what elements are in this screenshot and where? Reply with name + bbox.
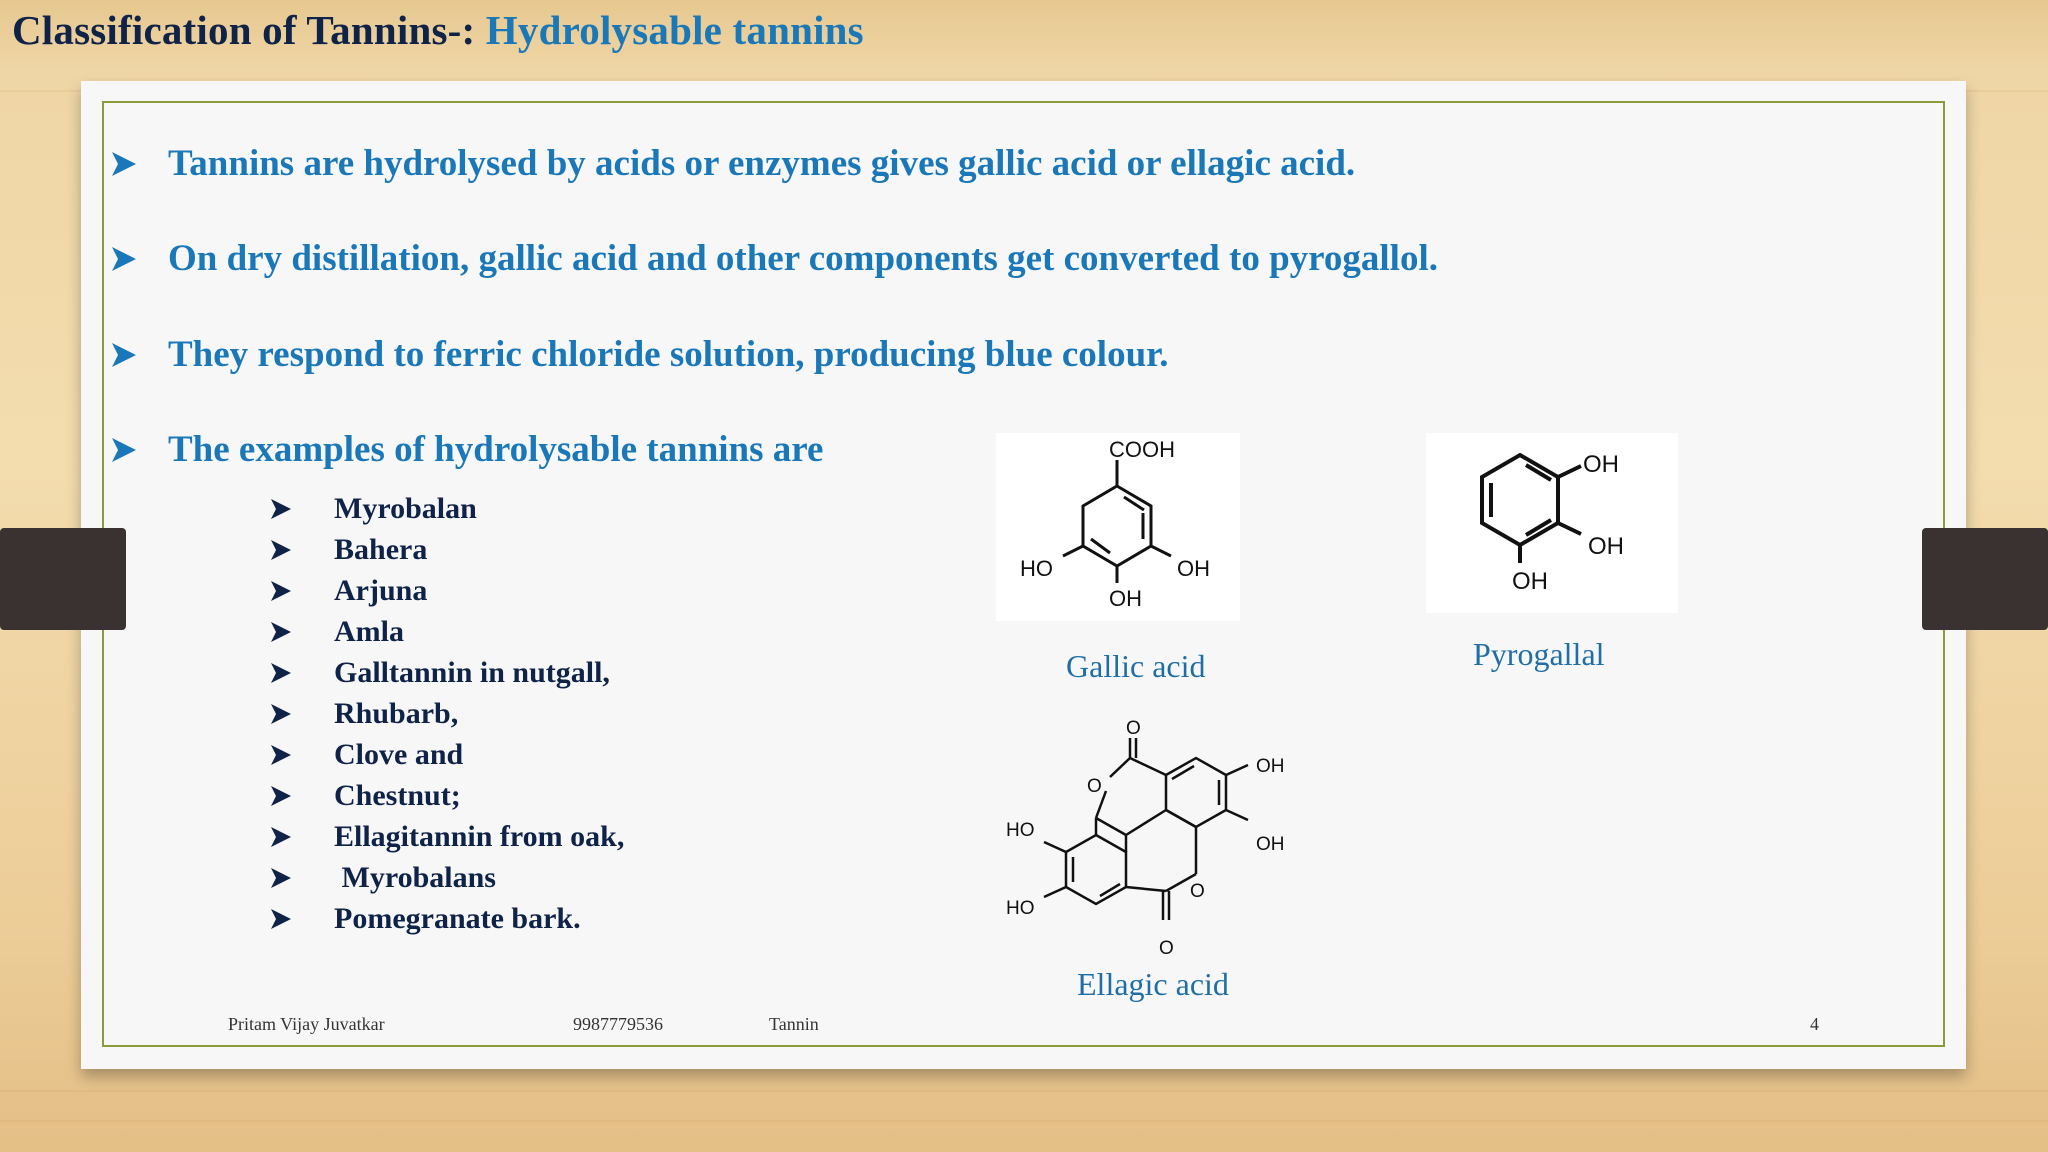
oh-label: OH [1512, 568, 1548, 595]
example-item [270, 656, 610, 690]
slide-title [12, 6, 864, 54]
bullet-4 [110, 428, 823, 471]
ellagic-acid-diagram [996, 720, 1306, 960]
o-label: O [1159, 938, 1174, 959]
example-text: Pomegranate bark. [334, 902, 581, 935]
gallic-acid-diagram [996, 433, 1240, 621]
arrow-bullet-icon [270, 826, 292, 848]
arrow-bullet-icon [270, 703, 292, 725]
arrow-bullet-icon [270, 621, 292, 643]
arrow-bullet-icon [270, 539, 292, 561]
gallic-acid-caption: Gallic acid [1066, 648, 1206, 684]
pyrogallal-diagram [1426, 433, 1678, 613]
pyrogallal-caption: Pyrogallal [1473, 636, 1605, 672]
o-label: O [1126, 720, 1141, 739]
page-number: 4 [1810, 1014, 1819, 1034]
wood-grain [0, 1090, 2048, 1092]
arrow-bullet-icon [110, 436, 138, 464]
ho-label: HO [1020, 556, 1053, 581]
example-item [270, 615, 404, 649]
wood-grain [0, 1120, 2048, 1122]
bullet-text: They respond to ferric chloride solution, producing blue colour. [168, 334, 1169, 375]
binder-clip-right [1922, 528, 2048, 630]
example-text: Myrobalan [334, 492, 477, 525]
pyrogallal-structure [1426, 433, 1678, 613]
example-item [270, 697, 458, 731]
example-item [270, 861, 496, 895]
bullet-1 [110, 142, 1355, 185]
oh-label: OH [1588, 533, 1624, 560]
footer-phone: 9987779536 [573, 1014, 663, 1034]
oh-label: OH [1256, 834, 1285, 855]
example-item [270, 574, 427, 608]
title-accent: Hydrolysable tannins [485, 7, 864, 53]
ellagic-acid-caption: Ellagic acid [1077, 966, 1229, 1002]
example-item [270, 902, 581, 936]
arrow-bullet-icon [270, 785, 292, 807]
title-prefix: Classification of Tannins-: [12, 7, 486, 53]
ho-label: HO [1006, 820, 1035, 841]
example-text: Bahera [334, 533, 428, 566]
example-text: Ellagitannin from oak, [334, 820, 625, 853]
example-item [270, 820, 624, 854]
bullet-3 [110, 333, 1168, 376]
bullet-text: On dry distillation, gallic acid and other components get converted to pyrogallol. [168, 238, 1438, 279]
bullet-2 [110, 237, 1438, 280]
footer-author: Pritam Vijay Juvatkar [228, 1014, 385, 1034]
arrow-bullet-icon [110, 150, 138, 178]
example-text: Arjuna [334, 574, 428, 607]
example-item [270, 533, 427, 567]
example-text: Clove and [334, 738, 464, 771]
example-text: Chestnut; [334, 779, 461, 812]
o-label: O [1087, 776, 1102, 797]
arrow-bullet-icon [270, 662, 292, 684]
example-item [270, 738, 463, 772]
arrow-bullet-icon [110, 341, 138, 369]
example-text: Myrobalans [334, 861, 496, 894]
example-text: Amla [334, 615, 404, 648]
arrow-bullet-icon [270, 498, 292, 520]
example-text: Rhubarb, [334, 697, 459, 730]
oh-label: OH [1256, 756, 1285, 777]
oh-label: OH [1109, 586, 1142, 611]
arrow-bullet-icon [270, 867, 292, 889]
oh-label: OH [1583, 451, 1619, 478]
example-item [270, 779, 461, 813]
example-text: Galltannin in nutgall, [334, 656, 610, 689]
bullet-text: Tannins are hydrolysed by acids or enzymes gives gallic acid or ellagic acid. [168, 143, 1356, 184]
example-item [270, 492, 477, 526]
footer-topic: Tannin [769, 1014, 819, 1034]
ho-label: HO [1006, 898, 1035, 919]
gallic-acid-structure [996, 433, 1240, 621]
arrow-bullet-icon [270, 580, 292, 602]
arrow-bullet-icon [270, 744, 292, 766]
bullet-text: The examples of hydrolysable tannins are [168, 429, 824, 470]
arrow-bullet-icon [110, 245, 138, 273]
cooh-label: COOH [1109, 437, 1175, 462]
binder-clip-left [0, 528, 126, 630]
o-label: O [1190, 881, 1205, 902]
oh-label: OH [1177, 556, 1210, 581]
arrow-bullet-icon [270, 908, 292, 930]
